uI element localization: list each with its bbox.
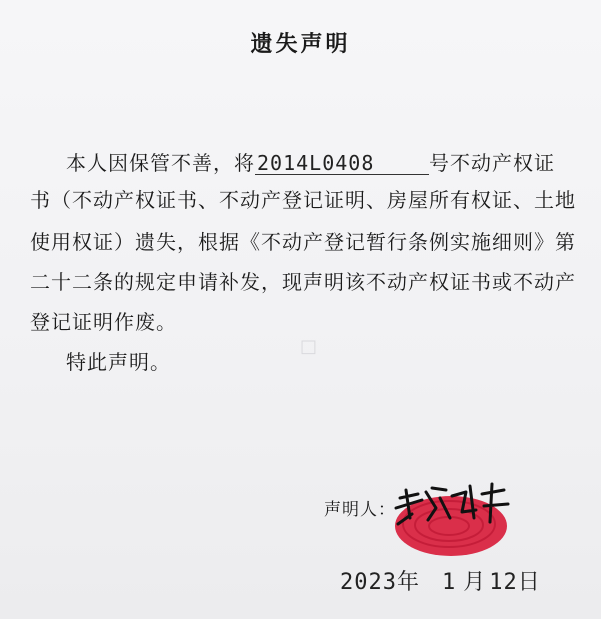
date-line [340, 565, 540, 596]
declarant-label: 声明人： [324, 500, 396, 520]
document-title: 遗失声明 [250, 32, 351, 57]
date-day-char: 日 [517, 570, 540, 595]
paragraph-1-line-2: 书（不动产权证书、不动产登记证明、房屋所有权证、土地 [30, 188, 576, 212]
paragraph-1-line-1 [66, 147, 555, 176]
date-year: 2023 [340, 570, 397, 595]
date-day: 12 [489, 570, 518, 595]
date-month-char: 月 [463, 570, 486, 595]
bleed-through-mark: □ [300, 336, 318, 357]
line1-suffix: 号不动产权证 [429, 151, 555, 175]
line1-prefix: 本人因保管不善，将 [66, 151, 255, 175]
closing-statement: 特此声明。 [66, 350, 171, 374]
paragraph-1-line-4: 二十二条的规定申请补发，现声明该不动产权证书或不动产 [30, 270, 576, 294]
paragraph-1-line-5: 登记证明作废。 [30, 310, 177, 334]
handwritten-signature [392, 478, 512, 528]
paragraph-1-line-3: 使用权证）遗失，根据《不动产登记暂行条例实施细则》第 [30, 230, 576, 254]
date-year-char: 年 [396, 570, 419, 595]
certificate-number: 2014L0408 [255, 152, 429, 175]
date-month: 1 [442, 570, 457, 595]
